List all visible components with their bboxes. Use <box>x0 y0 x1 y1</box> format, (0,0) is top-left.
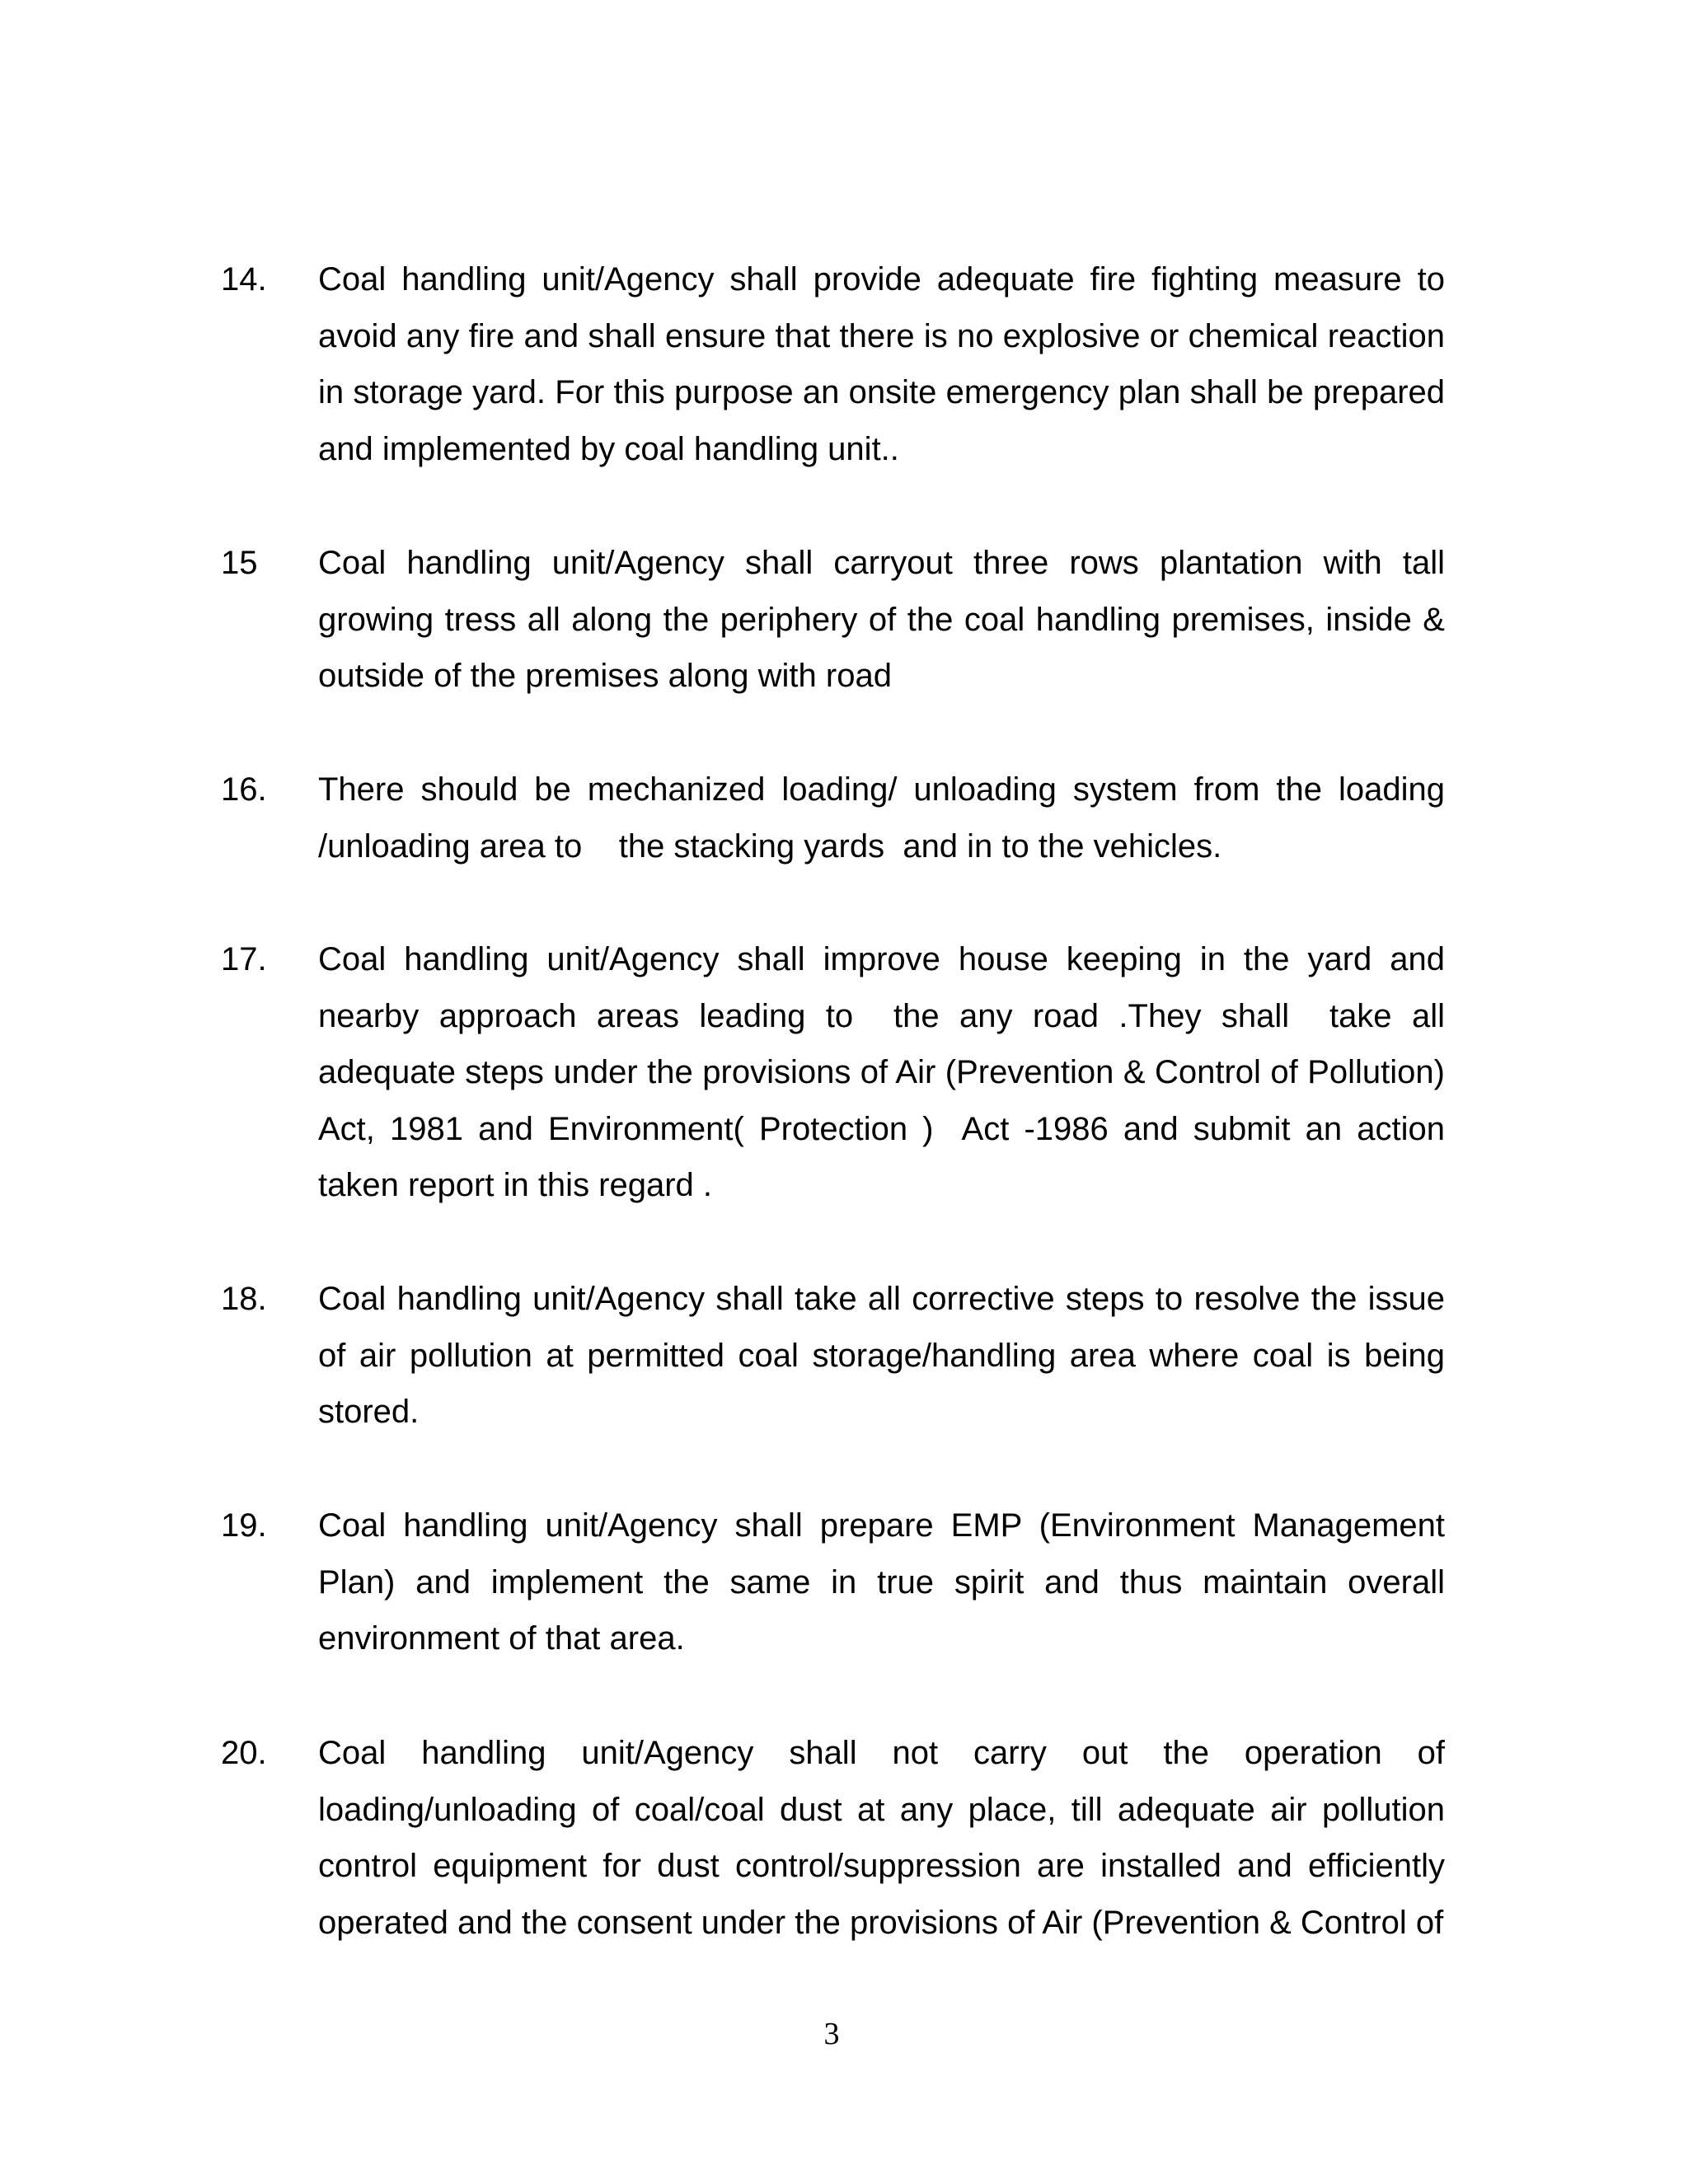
clause-number: 17. <box>221 941 267 977</box>
clause-text: There should be mechanized loading/ unloading system from the loading /unloading area to the stacking yards and in to the vehicles. <box>318 771 1455 865</box>
clause-19 <box>221 1497 1455 1667</box>
clause-text: Coal handling unit/Agency shall improve house keeping in the yard and nearby approach areas leading to the any road .They shall take all adequate steps under the provisions of Air (Prevention & Control of Pollution) Act, 1981 and Environment( Protection ) Act -1986 and submit an action taken report in this regard . <box>318 941 1455 1203</box>
clause-number: 19. <box>221 1507 267 1544</box>
clause-number: 16. <box>221 771 267 808</box>
clause-text: Coal handling unit/Agency shall not carry out the operation of loading/unloading of coal/coal dust at any place, till adequate air pollution control equipment for dust control/suppression are installed and efficiently operated and the consent under the provisions of Air (Prevention & Control of <box>318 1735 1455 1941</box>
clause-number: 15 <box>221 545 258 581</box>
clause-14 <box>221 251 1455 477</box>
clause-number: 14. <box>221 261 267 298</box>
clause-number: 20. <box>221 1735 267 1771</box>
clause-text: Coal handling unit/Agency shall provide adequate fire fighting measure to avoid any fire and shall ensure that there is no explosive or chemical reaction in storage yard. For this purpose an onsite emergency plan shall be prepared and implemented by coal handling unit.. <box>318 261 1455 467</box>
clause-text: Coal handling unit/Agency shall prepare EMP (Environment Management Plan) and implement the same in true spirit and thus maintain overall environment of that area. <box>318 1507 1455 1657</box>
clause-text: Coal handling unit/Agency shall take all corrective steps to resolve the issue of air pollution at permitted coal storage/handling area where coal is being stored. <box>318 1281 1455 1430</box>
clause-number: 18. <box>221 1281 267 1317</box>
clause-20 <box>221 1725 1455 1951</box>
clause-text: Coal handling unit/Agency shall carryout three rows plantation with tall growing tress all along the periphery of the coal handling premises, inside & outside of the premises along with road <box>318 545 1455 694</box>
page-number: 3 <box>823 2017 840 2051</box>
clause-18 <box>221 1271 1455 1441</box>
clause-16 <box>221 762 1455 874</box>
clause-17 <box>221 931 1455 1214</box>
clause-15 <box>221 535 1455 705</box>
